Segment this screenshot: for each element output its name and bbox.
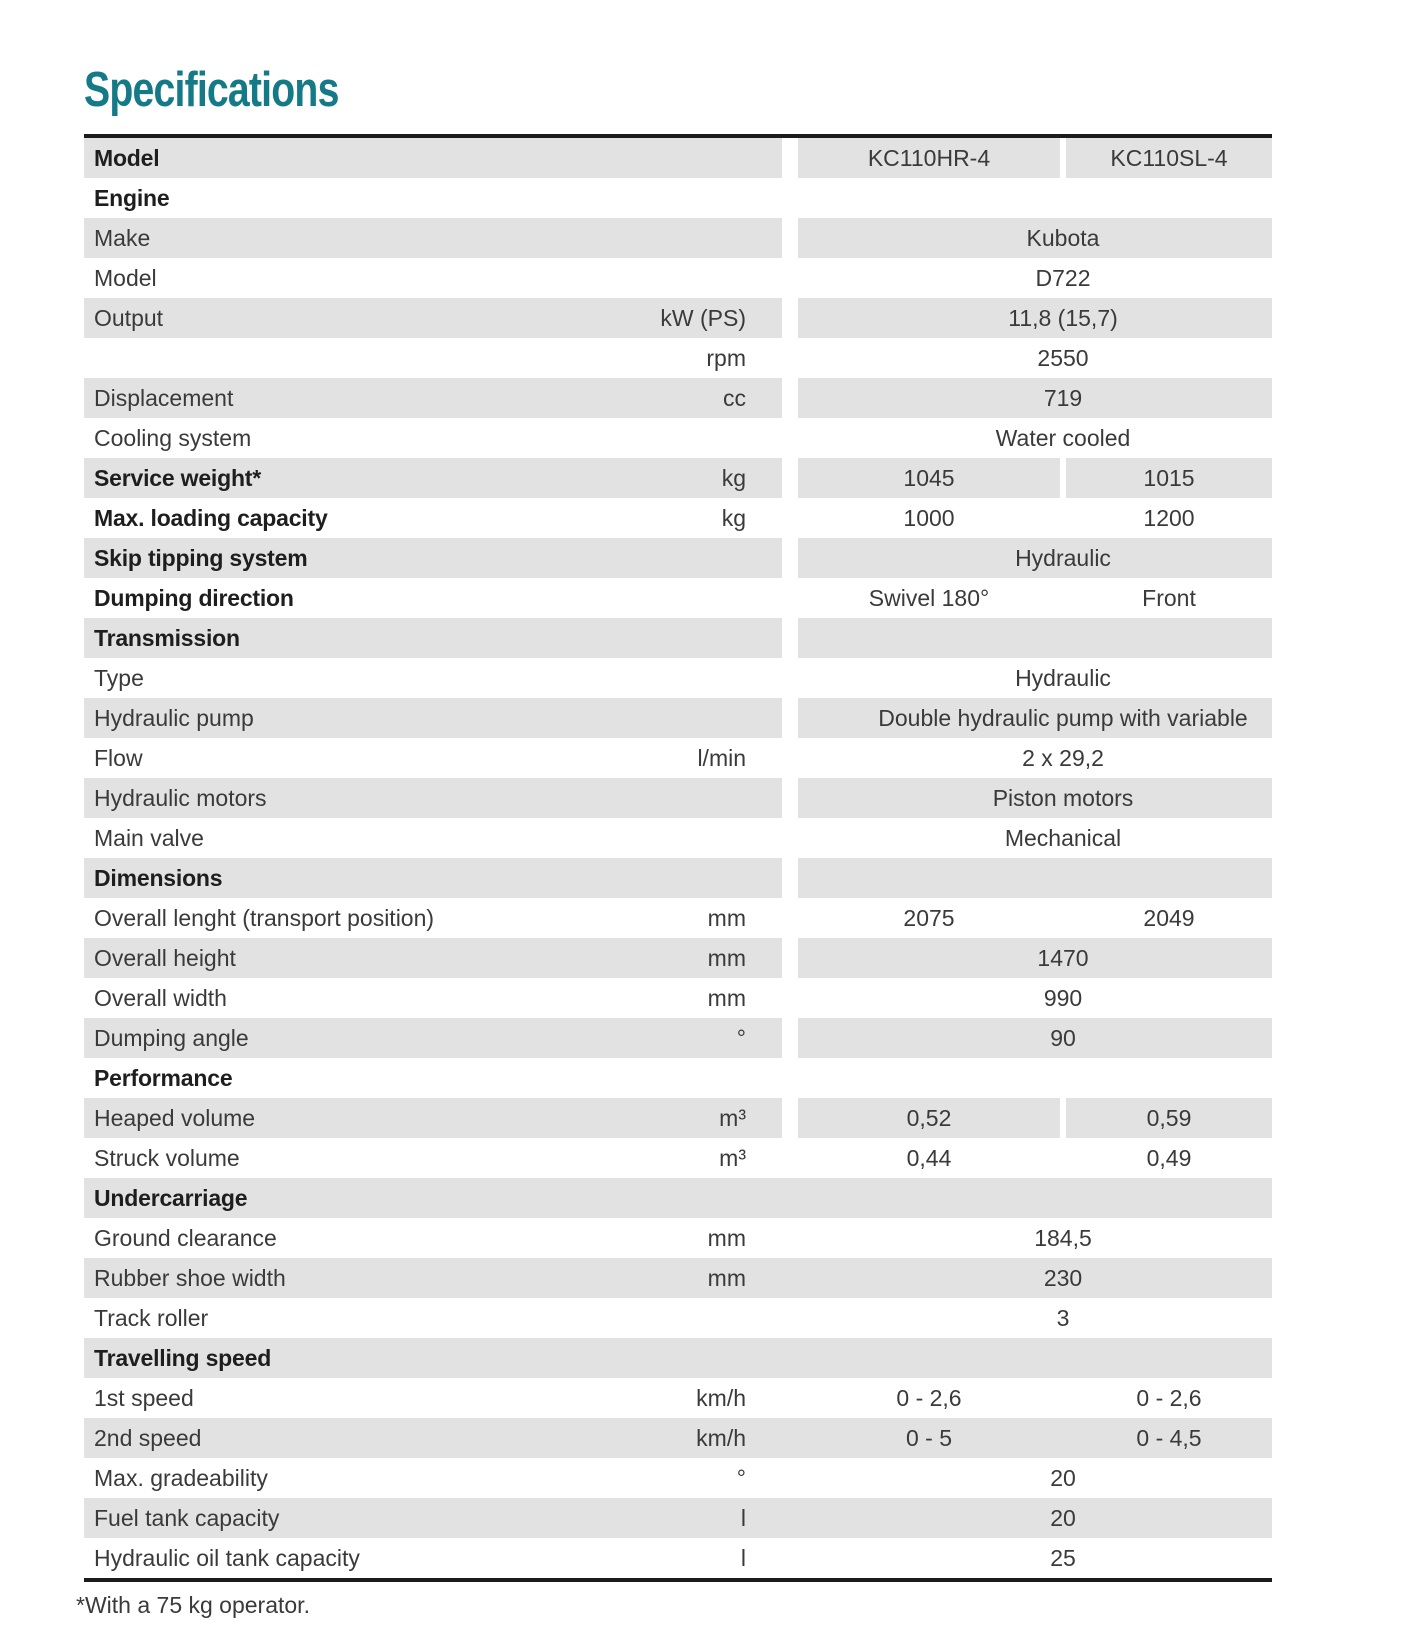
- spec-row: [84, 818, 1272, 858]
- value-merged: 25: [1050, 1544, 1076, 1571]
- spec-row: [84, 498, 1272, 538]
- unit-label: l: [740, 1504, 746, 1531]
- spec-label: Max. loading capacity: [94, 504, 328, 531]
- unit-label: l/min: [697, 744, 746, 771]
- spec-row: [84, 658, 1272, 698]
- spec-row: [84, 738, 1272, 778]
- spec-row: [84, 378, 1272, 418]
- value-cells: [798, 458, 1272, 498]
- label-cell: [84, 378, 782, 418]
- unit-label: kW (PS): [660, 304, 746, 331]
- value-cells: [798, 658, 1272, 698]
- unit-label: kg: [721, 464, 746, 491]
- spec-label: Output: [94, 304, 164, 331]
- value-cells: [798, 698, 1272, 738]
- spec-label: Model: [94, 144, 160, 171]
- empty-value-band: [798, 858, 1272, 898]
- spec-row: [84, 458, 1272, 498]
- label-cell: [84, 778, 782, 818]
- unit-label: km/h: [696, 1384, 746, 1411]
- spec-row: [84, 538, 1272, 578]
- spec-label: Dumping direction: [94, 584, 294, 611]
- label-cell: [84, 1498, 782, 1538]
- label-cell: [84, 1298, 782, 1338]
- label-cell: [84, 1538, 782, 1578]
- value-cells: [798, 218, 1272, 258]
- value-kc110sl4: 0,59: [1066, 1098, 1272, 1138]
- spec-label: 1st speed: [94, 1384, 194, 1411]
- spec-label: Fuel tank capacity: [94, 1504, 280, 1531]
- label-cell: [84, 618, 782, 658]
- spec-row: [84, 1258, 1272, 1298]
- label-cell: [84, 178, 782, 218]
- value-merged: Mechanical: [1004, 824, 1122, 851]
- value-cells: [798, 1378, 1272, 1418]
- spec-row: [84, 1498, 1272, 1538]
- unit-label: mm: [707, 1224, 746, 1251]
- section-row: [84, 178, 1272, 218]
- value-merged: 230: [1043, 1264, 1083, 1291]
- unit-label: rpm: [706, 344, 746, 371]
- value-merged: 20: [1050, 1504, 1076, 1531]
- spec-label: Hydraulic pump: [94, 704, 254, 731]
- value-merged: 1470: [798, 938, 1272, 978]
- unit-label: mm: [707, 944, 746, 971]
- specifications-table: [84, 134, 1272, 1582]
- value-kc110hr4: 1045: [798, 458, 1060, 498]
- value-kc110sl4: KC110SL-4: [1066, 138, 1272, 178]
- value-cells: [798, 618, 1272, 658]
- label-cell: [84, 1138, 782, 1178]
- value-cells: [798, 578, 1272, 618]
- section-label: Transmission: [94, 624, 240, 651]
- value-cells: [798, 1338, 1272, 1378]
- value-cells: [798, 1218, 1272, 1258]
- spec-label: Track roller: [94, 1304, 209, 1331]
- label-cell: [84, 1098, 782, 1138]
- value-kc110sl4: 0,49: [1146, 1144, 1192, 1171]
- value-kc110hr4: 0,44: [906, 1144, 952, 1171]
- spec-row: [84, 578, 1272, 618]
- spec-row: [84, 978, 1272, 1018]
- value-merged: Kubota: [798, 218, 1272, 258]
- label-cell: [84, 738, 782, 778]
- spec-label: Cooling system: [94, 424, 252, 451]
- spec-label: Struck volume: [94, 1144, 240, 1171]
- table-header-row: [84, 138, 1272, 178]
- value-cells: [798, 298, 1272, 338]
- spec-label: Model: [94, 264, 157, 291]
- value-cells: [798, 1498, 1272, 1538]
- value-cells: [798, 1178, 1272, 1218]
- value-merged: 2 x 29,2: [1022, 744, 1104, 771]
- spec-label: Make: [94, 224, 151, 251]
- label-cell: [84, 858, 782, 898]
- value-cells: [798, 898, 1272, 938]
- label-cell: [84, 218, 782, 258]
- label-cell: [84, 298, 782, 338]
- value-cells: [798, 858, 1272, 898]
- spec-label: Main valve: [94, 824, 204, 851]
- value-merged: Hydraulic: [798, 538, 1272, 578]
- label-cell: [84, 138, 782, 178]
- value-cells: [798, 818, 1272, 858]
- value-merged: 990: [1043, 984, 1083, 1011]
- spec-label: Dumping angle: [94, 1024, 249, 1051]
- spec-row: [84, 1018, 1272, 1058]
- label-cell: [84, 1058, 782, 1098]
- spec-row: [84, 938, 1272, 978]
- label-cell: [84, 818, 782, 858]
- value-merged: 184,5: [1034, 1224, 1092, 1251]
- value-cells: [798, 1258, 1272, 1298]
- value-cells: [798, 1298, 1272, 1338]
- label-cell: [84, 1458, 782, 1498]
- empty-value-band: [798, 618, 1272, 658]
- spec-row: [84, 1538, 1272, 1578]
- value-merged: 719: [798, 378, 1272, 418]
- unit-label: mm: [707, 904, 746, 931]
- label-cell: [84, 658, 782, 698]
- unit-label: °: [736, 1464, 746, 1491]
- value-cells: [798, 1538, 1272, 1578]
- value-kc110hr4: 2075: [903, 904, 955, 931]
- value-kc110sl4: Front: [1142, 584, 1196, 611]
- value-cells: [798, 1458, 1272, 1498]
- value-kc110hr4: 0 - 5: [905, 1424, 953, 1451]
- section-label: Travelling speed: [94, 1344, 272, 1371]
- value-cells: [798, 1418, 1272, 1458]
- value-cells: [798, 938, 1272, 978]
- label-cell: [84, 538, 782, 578]
- label-cell: [84, 338, 782, 378]
- spec-row: [84, 1458, 1272, 1498]
- value-cells: [798, 378, 1272, 418]
- label-cell: [84, 1338, 782, 1378]
- label-cell: [84, 458, 782, 498]
- label-cell: [84, 498, 782, 538]
- spec-row: [84, 258, 1272, 298]
- spec-label: Skip tipping system: [94, 544, 308, 571]
- label-cell: [84, 418, 782, 458]
- value-kc110hr4: 1000: [903, 504, 955, 531]
- value-cells: [798, 1058, 1272, 1098]
- unit-label: l: [740, 1544, 746, 1571]
- value-cells: [798, 538, 1272, 578]
- spec-row: [84, 898, 1272, 938]
- section-row: [84, 858, 1272, 898]
- value-kc110hr4: 0,52: [798, 1098, 1060, 1138]
- section-row: [84, 1178, 1272, 1218]
- value-cells: [798, 778, 1272, 818]
- unit-label: mm: [707, 1264, 746, 1291]
- value-cells: [798, 418, 1272, 458]
- table-bottom-rule: [84, 1578, 1272, 1582]
- value-merged: Hydraulic: [1015, 664, 1111, 691]
- section-row: [84, 1338, 1272, 1378]
- spec-label: Displacement: [94, 384, 234, 411]
- value-kc110hr4: Swivel 180°: [868, 584, 990, 611]
- value-merged: 90: [798, 1018, 1272, 1058]
- value-kc110sl4: 1015: [1066, 458, 1272, 498]
- unit-label: °: [736, 1024, 746, 1051]
- spec-label: 2nd speed: [94, 1424, 202, 1451]
- unit-label: m³: [719, 1144, 746, 1171]
- spec-label: Hydraulic oil tank capacity: [94, 1544, 360, 1571]
- spec-label: Service weight*: [94, 464, 262, 491]
- unit-label: mm: [707, 984, 746, 1011]
- value-cells: [798, 178, 1272, 218]
- spec-row: [84, 298, 1272, 338]
- label-cell: [84, 698, 782, 738]
- spec-label: Type: [94, 664, 144, 691]
- spec-row: [84, 218, 1272, 258]
- value-cells: [798, 1138, 1272, 1178]
- unit-label: m³: [719, 1104, 746, 1131]
- value-cells: [798, 498, 1272, 538]
- spec-label: Rubber shoe width: [94, 1264, 286, 1291]
- unit-label: km/h: [696, 1424, 746, 1451]
- value-kc110sl4: 0 - 4,5: [1136, 1424, 1202, 1451]
- spec-row: [84, 698, 1272, 738]
- section-row: [84, 618, 1272, 658]
- section-label: Engine: [94, 184, 170, 211]
- value-merged: 3: [1056, 1304, 1070, 1331]
- spec-label: Max. gradeability: [94, 1464, 268, 1491]
- value-cells: [798, 978, 1272, 1018]
- unit-label: cc: [723, 384, 746, 411]
- spec-label: Flow: [94, 744, 143, 771]
- section-label: Undercarriage: [94, 1184, 248, 1211]
- spec-row: [84, 1418, 1272, 1458]
- spec-row: [84, 418, 1272, 458]
- spec-row: [84, 1218, 1272, 1258]
- footnote: *With a 75 kg operator.: [76, 1592, 310, 1618]
- spec-label: Ground clearance: [94, 1224, 277, 1251]
- value-kc110sl4: 2049: [1143, 904, 1195, 931]
- spec-row: [84, 1098, 1272, 1138]
- value-merged: Double hydraulic pump with variable: [798, 698, 1272, 738]
- label-cell: [84, 1178, 782, 1218]
- spec-label: Overall height: [94, 944, 236, 971]
- label-cell: [84, 978, 782, 1018]
- value-kc110hr4: 0 - 2,6: [896, 1384, 962, 1411]
- page-title: Specifications: [84, 63, 339, 117]
- value-cells: [798, 338, 1272, 378]
- label-cell: [84, 938, 782, 978]
- unit-label: kg: [721, 504, 746, 531]
- label-cell: [84, 1218, 782, 1258]
- value-merged: 20: [1050, 1464, 1076, 1491]
- spec-row: [84, 338, 1272, 378]
- label-cell: [84, 578, 782, 618]
- label-cell: [84, 1018, 782, 1058]
- value-cells: [798, 138, 1272, 178]
- value-merged: Piston motors: [798, 778, 1272, 818]
- table-rows: [84, 138, 1272, 1578]
- spec-label: Overall width: [94, 984, 227, 1011]
- label-cell: [84, 1378, 782, 1418]
- value-cells: [798, 1098, 1272, 1138]
- spec-label: Hydraulic motors: [94, 784, 267, 811]
- label-cell: [84, 898, 782, 938]
- section-label: Dimensions: [94, 864, 223, 891]
- spec-label: Overall lenght (transport position): [94, 904, 435, 931]
- value-cells: [798, 258, 1272, 298]
- section-row: [84, 1058, 1272, 1098]
- spec-row: [84, 1138, 1272, 1178]
- value-merged: 2550: [1037, 344, 1089, 371]
- value-kc110sl4: 0 - 2,6: [1136, 1384, 1202, 1411]
- value-kc110hr4: KC110HR-4: [798, 138, 1060, 178]
- section-label: Performance: [94, 1064, 233, 1091]
- value-cells: [798, 738, 1272, 778]
- value-merged: D722: [1035, 264, 1091, 291]
- value-merged: 11,8 (15,7): [798, 298, 1272, 338]
- value-cells: [798, 1018, 1272, 1058]
- spec-row: [84, 1298, 1272, 1338]
- spec-row: [84, 1378, 1272, 1418]
- spec-label: Heaped volume: [94, 1104, 256, 1131]
- value-kc110sl4: 1200: [1143, 504, 1195, 531]
- value-merged: Water cooled: [995, 424, 1131, 451]
- label-cell: [84, 258, 782, 298]
- spec-row: [84, 778, 1272, 818]
- label-cell: [84, 1418, 782, 1458]
- label-cell: [84, 1258, 782, 1298]
